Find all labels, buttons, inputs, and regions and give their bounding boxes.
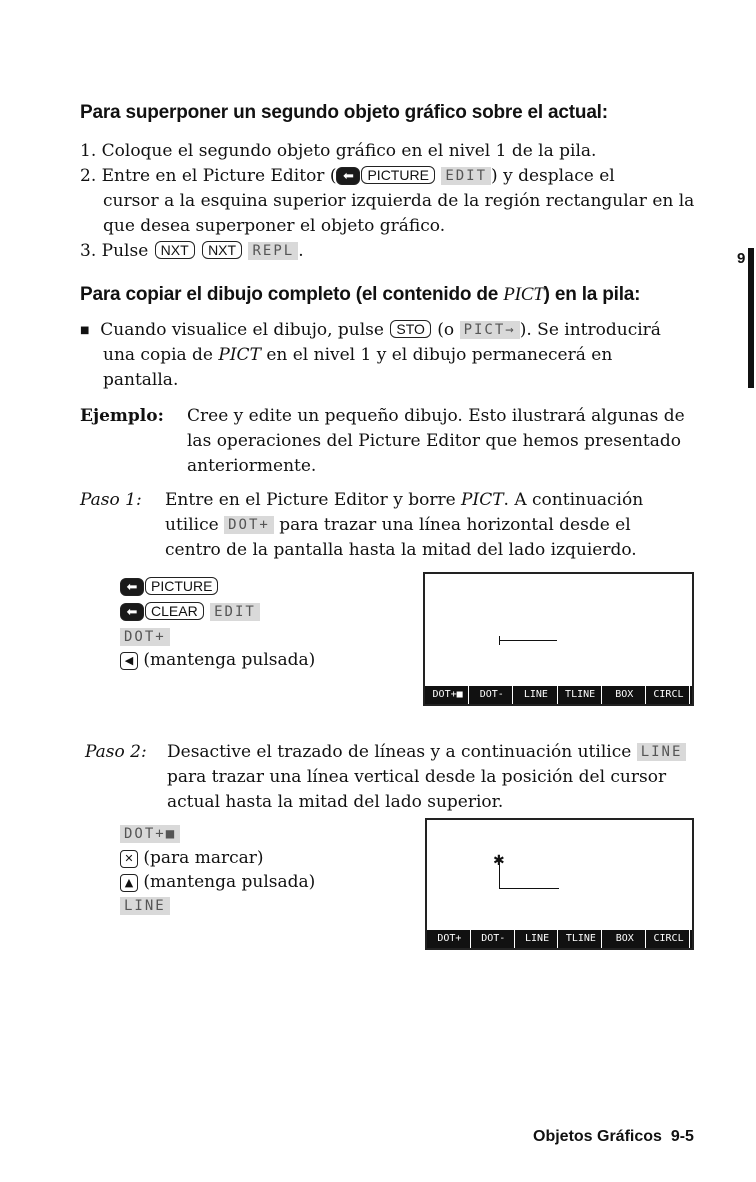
step-text: Entre en el Picture Editor ( xyxy=(101,166,337,186)
nxt-key: NXT xyxy=(155,241,195,259)
cursor-icon xyxy=(499,636,500,645)
pict-term: PICT xyxy=(461,490,504,510)
paso-text: utilice xyxy=(165,515,219,535)
repl-menu-key: REPL xyxy=(248,242,298,260)
softkey: LINE xyxy=(515,686,557,704)
keystroke-row xyxy=(120,648,315,673)
example-line: Cree y edite un pequeño dibujo. Esto ilustrará algunas de xyxy=(187,406,685,426)
calculator-screen-1 xyxy=(423,572,694,706)
chapter-tab-number: 9 xyxy=(737,250,746,267)
multiply-key-icon: ✕ xyxy=(120,850,138,868)
step-number: 3. xyxy=(80,241,97,261)
heading-text: ) en la pila: xyxy=(543,284,641,305)
picture-key: PICTURE xyxy=(361,166,434,184)
line-menu-key: LINE xyxy=(120,897,170,915)
bullet-cont2: pantalla. xyxy=(103,370,179,390)
step-3: 3. Pulse NXT NXT REPL . xyxy=(80,241,304,261)
softkey: DOT+■ xyxy=(427,686,469,704)
dot-menu-key: DOT+ xyxy=(224,516,274,534)
softkey-menu xyxy=(427,930,692,948)
nxt-key: NXT xyxy=(202,241,242,259)
example-label: Ejemplo: xyxy=(80,406,164,426)
example-line: anteriormente. xyxy=(187,456,317,476)
keystroke-row xyxy=(120,846,264,871)
step-text: Pulse xyxy=(101,241,149,261)
paso-text: para trazar una línea horizontal desde el xyxy=(279,515,631,535)
horizontal-line xyxy=(499,888,559,889)
paso1-line xyxy=(165,488,643,513)
example-line: las operaciones del Picture Editor que hemos presentado xyxy=(187,431,682,451)
softkey-menu xyxy=(425,686,692,704)
dot-menu-key: DOT+ xyxy=(120,628,170,646)
bullet-icon: ■ xyxy=(80,325,90,336)
chapter-tab-bar xyxy=(748,248,754,388)
keystroke-note: (mantenga pulsada) xyxy=(143,650,316,670)
softkey: CIRCL xyxy=(648,686,690,704)
step-1 xyxy=(80,139,596,164)
picture-key: PICTURE xyxy=(145,577,218,595)
softkey: TLINE xyxy=(560,686,602,704)
softkey: DOT- xyxy=(473,930,515,948)
step-2-cont2: que desea superponer el objeto gráfico. xyxy=(103,216,446,236)
step-label-paso1: Paso 1: xyxy=(80,490,142,510)
softkey: BOX xyxy=(604,930,646,948)
edit-menu-key: EDIT xyxy=(210,603,260,621)
horizontal-line xyxy=(500,640,557,641)
left-arrow-key-icon: ◀ xyxy=(120,652,138,670)
step-number: 2. xyxy=(80,166,97,186)
keystroke-note: (para marcar) xyxy=(143,848,264,868)
bullet-text: (o xyxy=(437,320,455,340)
pict-term: PICT xyxy=(218,345,261,365)
paso1-line: centro de la pantalla hasta la mitad del lado izquierdo. xyxy=(165,540,637,560)
paso2-line: actual hasta la mitad del lado superior. xyxy=(167,792,504,812)
paso-text: . A continuación xyxy=(503,490,644,510)
bullet-text: una copia de xyxy=(103,345,213,365)
left-shift-key-icon: ⬅ xyxy=(120,578,144,596)
step-number: 1. xyxy=(80,141,97,161)
pict-menu-key: PICT→ xyxy=(460,321,520,339)
step-2 xyxy=(80,164,615,189)
up-arrow-key-icon: ▲ xyxy=(120,874,138,892)
paso1-line xyxy=(165,513,631,538)
left-shift-key-icon: ⬅ xyxy=(120,603,144,621)
keystroke-note: (mantenga pulsada) xyxy=(143,872,316,892)
keystroke-row xyxy=(120,870,315,895)
calculator-screen-2 xyxy=(425,818,694,950)
footer xyxy=(533,1128,694,1146)
page-number: 9-5 xyxy=(670,1128,694,1145)
keystroke-row xyxy=(120,600,260,625)
keystroke-row xyxy=(120,625,170,650)
keystroke-row xyxy=(120,822,180,847)
bullet-text: en el nivel 1 y el dibujo permanecerá en xyxy=(266,345,613,365)
step-2-cont: cursor a la esquina superior izquierda de la región rectangular en la xyxy=(103,191,695,211)
step-text: Coloque el segundo objeto gráfico en el nivel 1 de la pila. xyxy=(101,141,597,161)
paso2-line: para trazar una línea vertical desde la posición del cursor xyxy=(167,767,667,787)
paso2-line xyxy=(167,740,686,765)
section-heading-copiar xyxy=(80,284,640,306)
bullet-text: Cuando visualice el dibujo, pulse xyxy=(100,320,384,340)
keystroke-row xyxy=(120,894,170,919)
softkey: DOT+ xyxy=(429,930,471,948)
paso-text: Desactive el trazado de líneas y a continuación utilice xyxy=(167,742,632,762)
step-label-paso2: Paso 2: xyxy=(85,742,147,762)
clear-key: CLEAR xyxy=(145,602,204,620)
line-menu-key: LINE xyxy=(637,743,687,761)
softkey: LINE xyxy=(517,930,559,948)
mark-cursor-icon: ✱ xyxy=(493,853,505,869)
paso-text: Entre en el Picture Editor y borre xyxy=(165,490,456,510)
softkey: TLINE xyxy=(560,930,602,948)
bullet-text: ). Se introducirá xyxy=(519,320,661,340)
section-heading-superponer: Para superponer un segundo objeto gráfico sobre el actual: xyxy=(80,102,608,123)
softkey: BOX xyxy=(604,686,646,704)
footer-title: Objetos Gráficos xyxy=(533,1128,662,1145)
softkey: CIRCL xyxy=(648,930,690,948)
heading-text: Para copiar el dibujo completo (el contenido de xyxy=(80,284,499,305)
dot-menu-key: DOT+■ xyxy=(120,825,180,843)
bullet-item xyxy=(80,318,661,343)
left-shift-key-icon: ⬅ xyxy=(336,167,360,185)
softkey: DOT- xyxy=(471,686,513,704)
edit-menu-key: EDIT xyxy=(441,167,491,185)
heading-pict: PICT xyxy=(503,284,544,305)
step-text: ) y desplace el xyxy=(491,166,615,186)
sto-key: STO xyxy=(390,320,431,338)
keystroke-row xyxy=(120,575,219,600)
bullet-cont xyxy=(103,343,612,368)
